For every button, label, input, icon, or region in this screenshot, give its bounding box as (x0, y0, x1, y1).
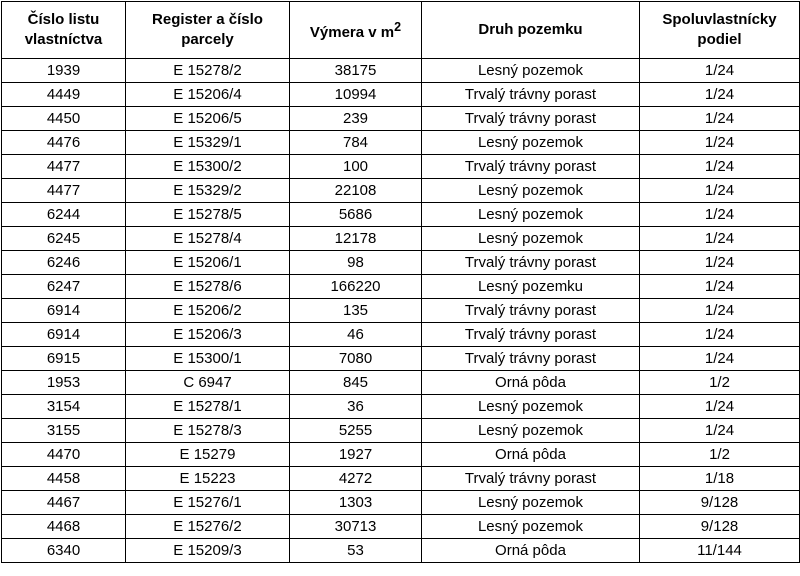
table-row (2, 419, 800, 443)
cell-type: Trvalý trávny porast (422, 155, 640, 179)
cell-parcel: E 15206/5 (126, 107, 290, 131)
cell-type: Orná pôda (422, 539, 640, 563)
parcel-table (1, 1, 800, 563)
table-row (2, 275, 800, 299)
cell-area: 38175 (290, 59, 422, 83)
cell-parcel: E 15278/3 (126, 419, 290, 443)
cell-share: 9/128 (640, 515, 800, 539)
table-row (2, 155, 800, 179)
cell-lv: 4477 (2, 155, 126, 179)
table-row (2, 395, 800, 419)
cell-share: 1/24 (640, 419, 800, 443)
cell-parcel: E 15329/2 (126, 179, 290, 203)
cell-share: 1/24 (640, 131, 800, 155)
table-row (2, 371, 800, 395)
cell-lv: 4468 (2, 515, 126, 539)
cell-type: Lesný pozemok (422, 131, 640, 155)
cell-lv: 6246 (2, 251, 126, 275)
table-row (2, 323, 800, 347)
cell-parcel: E 15329/1 (126, 131, 290, 155)
table-row (2, 203, 800, 227)
cell-area: 166220 (290, 275, 422, 299)
cell-area: 5255 (290, 419, 422, 443)
cell-share: 1/24 (640, 203, 800, 227)
cell-type: Lesný pozemok (422, 515, 640, 539)
table-row (2, 179, 800, 203)
cell-lv: 6914 (2, 299, 126, 323)
cell-area: 36 (290, 395, 422, 419)
header-type: Druh pozemku (422, 2, 640, 59)
header-lv: Číslo listu vlastníctva (2, 2, 126, 59)
header-share: Spoluvlastnícky podiel (640, 2, 800, 59)
cell-parcel: E 15278/2 (126, 59, 290, 83)
cell-parcel: E 15279 (126, 443, 290, 467)
cell-parcel: E 15300/1 (126, 347, 290, 371)
table-row (2, 443, 800, 467)
cell-area: 98 (290, 251, 422, 275)
cell-lv: 1939 (2, 59, 126, 83)
cell-area: 100 (290, 155, 422, 179)
cell-type: Trvalý trávny porast (422, 299, 640, 323)
cell-area: 784 (290, 131, 422, 155)
cell-lv: 4477 (2, 179, 126, 203)
cell-share: 1/24 (640, 323, 800, 347)
cell-type: Lesný pozemku (422, 275, 640, 299)
cell-lv: 4476 (2, 131, 126, 155)
table-row (2, 251, 800, 275)
cell-area: 239 (290, 107, 422, 131)
cell-share: 1/2 (640, 371, 800, 395)
cell-share: 1/24 (640, 83, 800, 107)
cell-area: 845 (290, 371, 422, 395)
cell-parcel: E 15300/2 (126, 155, 290, 179)
cell-area: 1303 (290, 491, 422, 515)
cell-share: 1/24 (640, 347, 800, 371)
table-row (2, 467, 800, 491)
cell-share: 1/24 (640, 59, 800, 83)
cell-area: 12178 (290, 227, 422, 251)
cell-share: 1/24 (640, 251, 800, 275)
cell-area: 53 (290, 539, 422, 563)
cell-parcel: E 15206/4 (126, 83, 290, 107)
table-row (2, 227, 800, 251)
cell-parcel: E 15223 (126, 467, 290, 491)
table-row (2, 347, 800, 371)
cell-area: 1927 (290, 443, 422, 467)
cell-lv: 4458 (2, 467, 126, 491)
table-row (2, 491, 800, 515)
cell-type: Lesný pozemok (422, 59, 640, 83)
cell-area: 4272 (290, 467, 422, 491)
cell-parcel: E 15276/1 (126, 491, 290, 515)
cell-type: Lesný pozemok (422, 419, 640, 443)
cell-lv: 4467 (2, 491, 126, 515)
cell-area: 10994 (290, 83, 422, 107)
cell-parcel: E 15278/4 (126, 227, 290, 251)
cell-share: 1/24 (640, 227, 800, 251)
cell-parcel: E 15206/1 (126, 251, 290, 275)
table-row (2, 83, 800, 107)
cell-area: 5686 (290, 203, 422, 227)
cell-type: Lesný pozemok (422, 203, 640, 227)
cell-parcel: C 6947 (126, 371, 290, 395)
table-row (2, 59, 800, 83)
cell-area: 30713 (290, 515, 422, 539)
cell-share: 1/24 (640, 395, 800, 419)
cell-share: 1/18 (640, 467, 800, 491)
cell-area: 46 (290, 323, 422, 347)
cell-type: Orná pôda (422, 443, 640, 467)
cell-lv: 6915 (2, 347, 126, 371)
cell-parcel: E 15278/1 (126, 395, 290, 419)
cell-type: Trvalý trávny porast (422, 323, 640, 347)
cell-parcel: E 15206/2 (126, 299, 290, 323)
cell-parcel: E 15206/3 (126, 323, 290, 347)
cell-share: 11/144 (640, 539, 800, 563)
table-row (2, 131, 800, 155)
header-area (290, 2, 422, 59)
cell-type: Trvalý trávny porast (422, 83, 640, 107)
cell-type: Trvalý trávny porast (422, 467, 640, 491)
header-parcel: Register a číslo parcely (126, 2, 290, 59)
cell-lv: 6340 (2, 539, 126, 563)
header-area-label: Výmera v m (309, 24, 395, 41)
header-area-sup: 2 (394, 20, 402, 34)
cell-parcel: E 15209/3 (126, 539, 290, 563)
cell-share: 1/2 (640, 443, 800, 467)
cell-area: 7080 (290, 347, 422, 371)
cell-lv: 1953 (2, 371, 126, 395)
cell-share: 1/24 (640, 299, 800, 323)
cell-type: Lesný pozemok (422, 179, 640, 203)
cell-parcel: E 15276/2 (126, 515, 290, 539)
cell-share: 1/24 (640, 275, 800, 299)
cell-lv: 4470 (2, 443, 126, 467)
cell-share: 1/24 (640, 155, 800, 179)
cell-lv: 4449 (2, 83, 126, 107)
header-row (2, 2, 800, 59)
cell-type: Trvalý trávny porast (422, 347, 640, 371)
cell-share: 1/24 (640, 179, 800, 203)
cell-lv: 6244 (2, 203, 126, 227)
table-row (2, 299, 800, 323)
cell-area: 22108 (290, 179, 422, 203)
cell-type: Lesný pozemok (422, 491, 640, 515)
cell-lv: 6247 (2, 275, 126, 299)
cell-share: 9/128 (640, 491, 800, 515)
cell-type: Orná pôda (422, 371, 640, 395)
table-row (2, 107, 800, 131)
cell-lv: 4450 (2, 107, 126, 131)
cell-share: 1/24 (640, 107, 800, 131)
cell-type: Lesný pozemok (422, 395, 640, 419)
cell-lv: 3155 (2, 419, 126, 443)
cell-lv: 6245 (2, 227, 126, 251)
cell-area: 135 (290, 299, 422, 323)
cell-lv: 6914 (2, 323, 126, 347)
table-row (2, 515, 800, 539)
cell-type: Trvalý trávny porast (422, 251, 640, 275)
cell-type: Trvalý trávny porast (422, 107, 640, 131)
cell-lv: 3154 (2, 395, 126, 419)
cell-parcel: E 15278/5 (126, 203, 290, 227)
cell-type: Lesný pozemok (422, 227, 640, 251)
table-row (2, 539, 800, 563)
cell-parcel: E 15278/6 (126, 275, 290, 299)
